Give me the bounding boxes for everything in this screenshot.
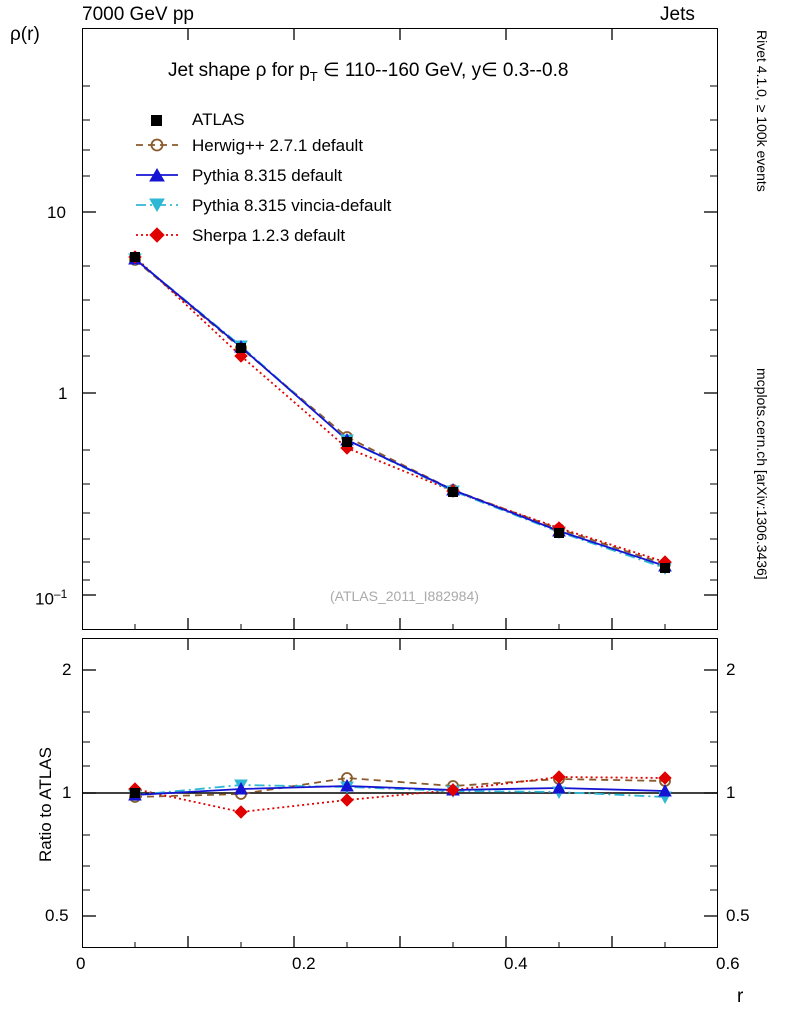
main-curve-pythia [135, 259, 665, 566]
legend-label-herwig: Herwig++ 2.7.1 default [192, 136, 364, 155]
main-ytick-10: 10 [47, 203, 66, 222]
ratio-ylabel: Ratio to ATLAS [36, 747, 55, 862]
main-curve-sherpa [135, 257, 665, 562]
ratio-ytick-0p5-left: 0.5 [45, 906, 69, 925]
main-curve-herwig [135, 260, 665, 564]
main-title-text: Jet shape ρ for p [168, 60, 310, 81]
main-title-rest: ∈ 110--160 GeV, y∈ 0.3--0.8 [317, 60, 569, 81]
main-ylabel: ρ(r) [10, 24, 40, 45]
legend-swatch-sherpa [136, 228, 178, 242]
header-right: Jets [660, 4, 695, 25]
main-axis-ticks [82, 28, 718, 630]
main-markers-herwig [130, 255, 670, 569]
main-markers-sherpa [129, 251, 671, 568]
main-ytick-0p1-mantissa: 10 [35, 589, 54, 609]
ratio-markers-atlas [130, 788, 140, 798]
header-left: 7000 GeV pp [82, 4, 194, 25]
ratio-ytick-2-left: 2 [62, 660, 72, 679]
legend-label-sherpa: Sherpa 1.2.3 default [192, 226, 346, 245]
legend-swatch-pythia-vincia [136, 199, 178, 211]
rivet-version-label: Rivet 4.1.0, ≥ 100k events [754, 30, 770, 192]
analysis-id-watermark: (ATLAS_2011_I882984) [330, 588, 479, 604]
main-markers-atlas [130, 252, 670, 573]
xtick-0p2: 0.2 [292, 954, 316, 973]
xtick-0p4: 0.4 [504, 954, 528, 973]
main-markers-pythia [129, 253, 671, 571]
ratio-ytick-0p5-right: 0.5 [726, 906, 750, 925]
legend-label-atlas: ATLAS [192, 110, 245, 129]
xlabel: r [737, 986, 744, 1007]
main-markers-pythia-vincia [129, 254, 671, 574]
xtick-0p6: 0.6 [716, 954, 740, 973]
legend-swatch-herwig [136, 140, 178, 151]
ratio-ytick-1-right: 1 [726, 783, 736, 802]
legend-label-pythia-vincia: Pythia 8.315 vincia-default [192, 196, 392, 215]
arxiv-label: mcplots.cern.ch [arXiv:1306.3436] [754, 368, 770, 580]
legend-swatch-atlas [151, 115, 162, 126]
main-ytick-0p1-exponent: –1 [53, 587, 68, 601]
main-curve-pythia-vincia [135, 259, 665, 568]
ratio-ytick-2-right: 2 [726, 660, 736, 679]
legend-swatch-pythia [136, 169, 178, 181]
xtick-0: 0 [76, 954, 86, 973]
ratio-ytick-1-left: 1 [62, 783, 72, 802]
main-title-subscript: T [309, 68, 318, 84]
main-ytick-1: 1 [58, 384, 68, 403]
legend-label-pythia: Pythia 8.315 default [192, 166, 343, 185]
